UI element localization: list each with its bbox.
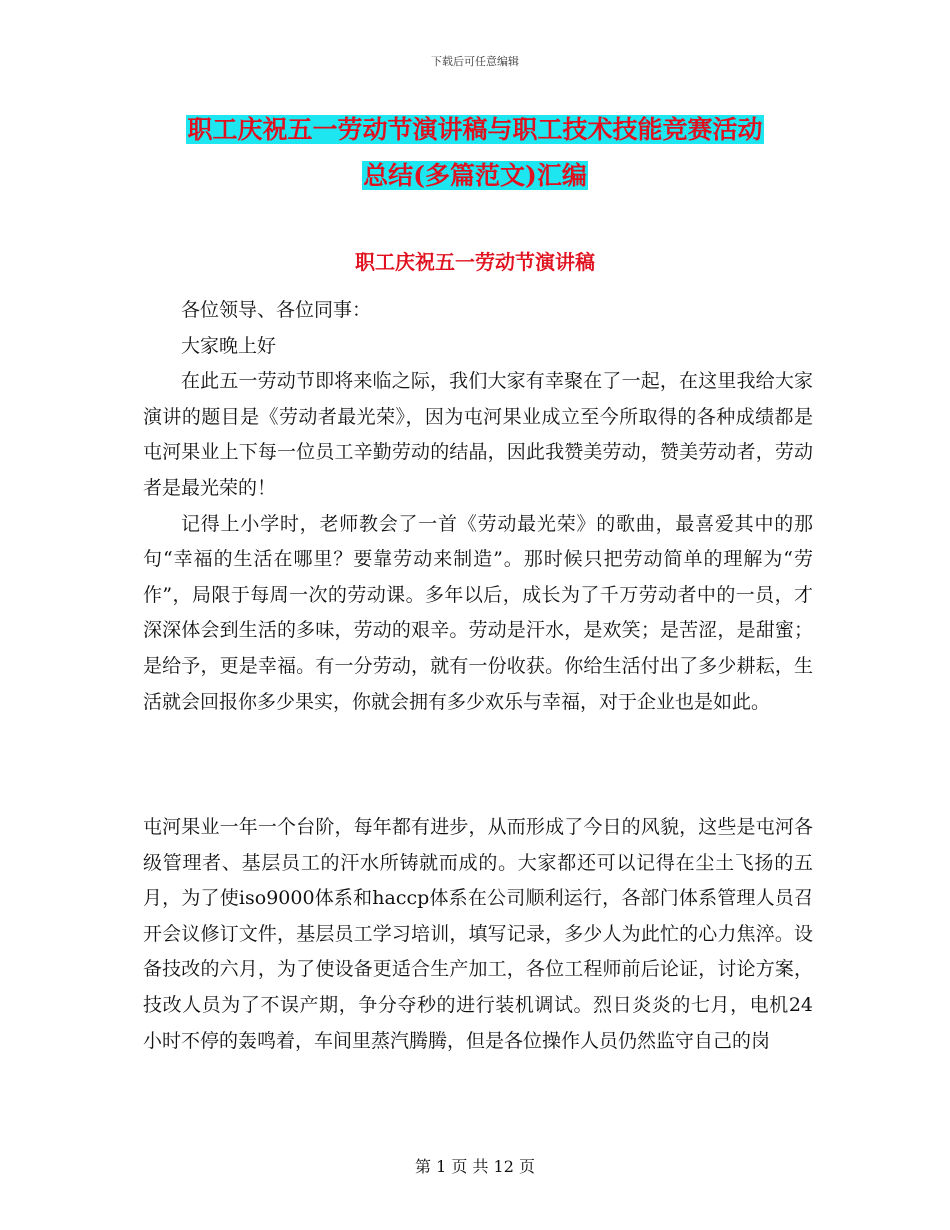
document-title-line-1: [0, 106, 950, 154]
body-text-bottom: [143, 810, 813, 1059]
title-line-2-text: 总结(多篇范文)汇编: [363, 161, 587, 190]
paragraph-memory: 记得上小学时，老师教会了一首《劳动最光荣》的歌曲，最喜爱其中的那句“幸福的生活在哪里？要靠劳动来制造”。那时候只把劳动简单的理解为“劳作”，局限于每周一次的劳动课。多年以后，成长为了千万劳动者中的一员，才深深体会到生活的多味，劳动的艰辛。劳动是汗水，是欢笑；是苦涩，是甜蜜；是给予，更是幸福。有一分劳动，就有一份收获。你给生活付出了多少耕耘，生活就会回报你多少果实，你就会拥有多少欢乐与幸福，对于企业也是如此。: [143, 512, 813, 713]
paragraph-greeting: 大家晚上好: [181, 334, 277, 357]
body-text-top: [143, 293, 813, 720]
document-title-line-2: [0, 152, 950, 200]
paragraph-company-progress: 屯河果业一年一个台阶，每年都有进步，从而形成了今日的风貌，这些是屯河各级管理者、基层员工的汗水所铸就而成的。大家都还可以记得在尘土飞扬的五月，为了使iso9000体系和haccp体系在公司顺利运行，各部门体系管理人员召开会议修订文件，基层员工学习培训，填写记录，多少人为此忙的心力焦淬。设备技改的六月，为了使设备更适合生产加工，各位工程师前后论证，讨论方案，技改人员为了不误产期，争分夺秒的进行装机调试。烈日炎炎的七月，电机24小时不停的轰鸣着，车间里蒸汽腾腾，但是各位操作人员仍然监守自己的岗: [143, 816, 813, 1052]
section-title: 职工庆祝五一劳动节演讲稿: [355, 250, 595, 274]
page-footer: 第 1 页 共 12 页: [415, 1157, 535, 1176]
paragraph-intro: 在此五一劳动节即将来临之际，我们大家有幸聚在了一起，在这里我给大家演讲的题目是《劳动者最光荣》，因为屯河果业成立至今所取得的各种成绩都是屯河果业上下每一位员工辛勤劳动的结晶，因此我赞美劳动，赞美劳动者，劳动者是最光荣的！: [143, 370, 813, 499]
header-note: 下载后可任意编辑: [431, 55, 519, 68]
title-line-1-text: 职工庆祝五一劳动节演讲稿与职工技术技能竞赛活动: [187, 115, 763, 144]
paragraph-salutation: 各位领导、各位同事：: [181, 299, 372, 321]
